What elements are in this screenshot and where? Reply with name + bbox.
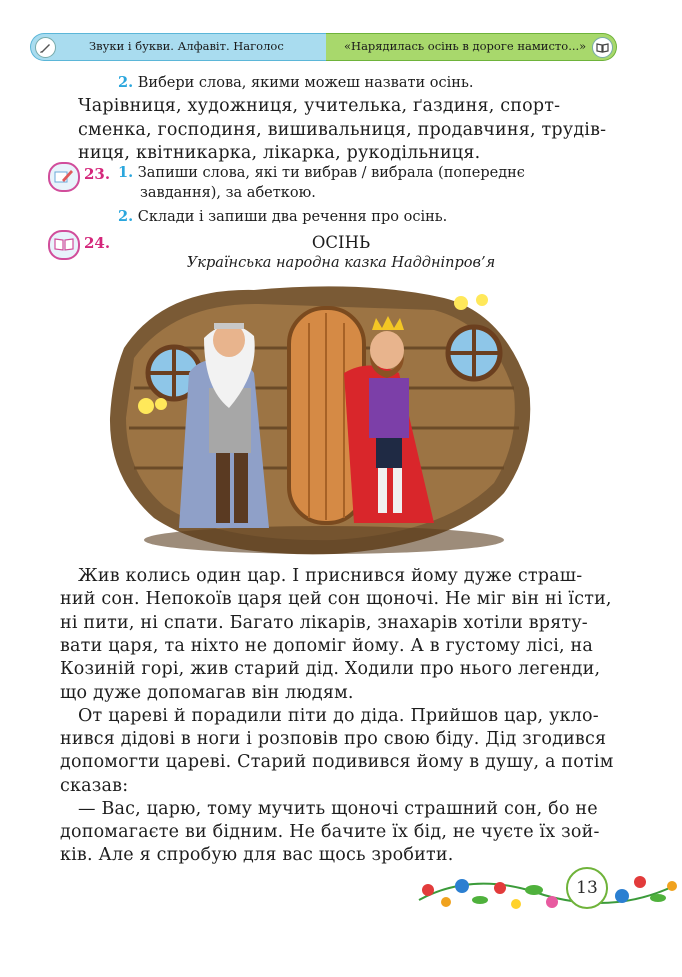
- task-23-sub1-number: 1.: [118, 164, 134, 181]
- header-right-title: «Нарядилась осінь в дороге намисто...»: [344, 39, 587, 53]
- task-23-sub1: [118, 164, 525, 181]
- story-illustration: [104, 278, 534, 560]
- story-line-1: Жив колись один цар. І приснився йому дуже страш-: [78, 566, 583, 586]
- pen-icon: [35, 37, 56, 58]
- task-23-sub2: [118, 208, 447, 225]
- story-title: ОСІНЬ: [311, 233, 371, 252]
- word-list-line-3: ниця, квітникарка, лікарка, рукодільниця.: [78, 143, 481, 163]
- story-line-7: От цареві й порадили піти до діда. Прийшов цар, укло-: [78, 706, 599, 726]
- task-2-text: Вибери слова, якими можеш назвати осінь.: [137, 75, 474, 91]
- task-2-instruction: [118, 74, 473, 91]
- story-subtitle: Українська народна казка Наддніпров’я: [186, 255, 496, 271]
- story-line-11: — Вас, царю, тому мучить щоночі страшний сон, бо не: [78, 799, 598, 819]
- book-icon: [592, 37, 613, 58]
- header-left-title: Звуки і букви. Алфавіт. Наголос: [89, 39, 284, 53]
- story-line-4: вати царя, та ніхто не допоміг йому. А в густому лісі, на: [60, 636, 594, 656]
- story-line-8: нився дідові в ноги і розповів про свою біду. Дід згодився: [60, 729, 607, 749]
- story-line-9: допомогти цареві. Старий подивився йому в душу, а потім: [60, 752, 614, 772]
- story-line-13: ків. Але я спробую для вас щось зробити.: [60, 845, 454, 865]
- story-line-12: допомагаєте ви бідним. Не бачите їх бід, не чуєте їх зой-: [60, 822, 600, 842]
- task-24-number: 24.: [84, 234, 111, 252]
- floral-ornament: [414, 860, 682, 920]
- task-23-sub2-number: 2.: [118, 208, 134, 225]
- header-right-section: [326, 33, 617, 61]
- word-list-line-1: Чарівниця, художниця, учителька, ґаздиня, спорт-: [78, 96, 561, 116]
- page-number: 13: [566, 867, 608, 909]
- page-header: [30, 33, 618, 61]
- task-23-number: 23.: [84, 165, 111, 183]
- story-line-2: ний сон. Непокоїв царя цей сон щоночі. Не міг він ні їсти,: [60, 589, 612, 609]
- write-task-icon: [48, 162, 80, 192]
- header-left-section: [30, 33, 327, 61]
- word-list-line-2: сменка, господиня, вишивальниця, продавчиня, трудів-: [78, 120, 607, 140]
- task-2-number: 2.: [118, 74, 134, 91]
- task-23-sub1-line2: завдання), за абеткою.: [140, 185, 316, 201]
- story-line-6: що дуже допомагав він людям.: [60, 683, 354, 703]
- story-line-3: ні пити, ні спати. Багато лікарів, знахарів хотіли вряту-: [60, 613, 588, 633]
- story-line-5: Козиній горі, жив старий дід. Ходили про нього легенди,: [60, 659, 601, 679]
- story-line-10: сказав:: [60, 776, 129, 796]
- task-23-sub1-line1: Запиши слова, які ти вибрав / вибрала (попереднє: [137, 165, 525, 181]
- task-23-sub2-text: Склади і запиши два речення про осінь.: [137, 209, 448, 225]
